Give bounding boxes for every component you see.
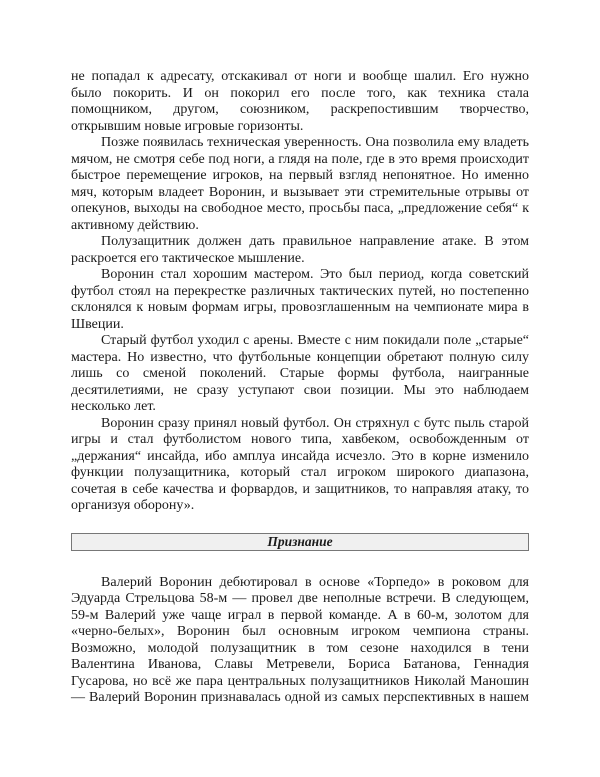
text-line: Воронин сразу принял новый футбол. Он стряхнул с бутс пыль старой — [101, 415, 529, 431]
paragraph — [71, 267, 529, 333]
text-line: не попадал к адресату, отскакивал от ноги и вообще шалил. Его нужно — [71, 69, 529, 84]
text-line: мастера. Но известно, что футбольные концепции обретают полную силу — [71, 349, 529, 365]
text-line: быстрое перемещение игроков, на первый взгляд непонятное. Но именно — [71, 168, 529, 183]
section-after-heading — [71, 575, 529, 707]
text-line: функции полузащитника, который стал игроком широкого диапазона, — [71, 465, 529, 480]
text-line: — Валерий Воронин признавалась одной из самых перспективных в нашем — [71, 690, 529, 705]
text-line: лишь со сменой поколений. Старые формы футбола, наигранные — [71, 366, 529, 381]
text-line: Швеции. — [71, 316, 124, 332]
text-line: десятилетиями, не сразу уступают свои позиции. Мы это наблюдаем — [71, 382, 529, 398]
text-line: «черно-белых», Воронин был основным игроком чемпиона страны. — [71, 624, 529, 639]
text-line: игры и стал футболистом нового типа, хавбеком, освобожденным от — [71, 432, 529, 447]
text-line: открывшим новые игровые горизонты. — [71, 118, 304, 134]
text-line: 59-м Валерий уже чаще играл в первой команде. А в 60-м, золотом для — [71, 607, 529, 623]
text-line: Полузащитник должен дать правильное направление атаке. В этом — [101, 234, 529, 249]
paragraph — [71, 135, 529, 234]
text-line: помощником, другом, союзником, раскрепостившим творчество, — [71, 102, 529, 117]
paragraph — [71, 234, 529, 267]
text-line: Гусарова, но всё же пара центральных полузащитников Николай Маношин — [71, 673, 529, 689]
text-line: мячом, не смотря себе под ноги, а глядя на поле, где в это время происходит — [71, 151, 529, 167]
text-line: Старый футбол уходил с арены. Вместе с ним покидали поле „старые“ — [101, 333, 529, 348]
text-line: Возможно, молодой полузащитник в том сезоне находился в тени — [71, 640, 529, 656]
text-line: Валерий Воронин дебютировал в основе «Торпедо» в роковом для — [101, 574, 529, 590]
text-line: организуя оборону». — [71, 498, 195, 513]
text-line: „держания“ инсайда, ибо амплуа инсайда исчезло. Это в корне изменило — [71, 448, 529, 464]
text-line: мяч, которым владеет Воронин, и вызывает эти стремительные отрывы от — [71, 184, 529, 200]
text-line: сочетая в себе качества и форвардов, и защитников, то направляя атаку, то — [71, 481, 529, 497]
section-heading: Признание — [71, 533, 529, 551]
text-line: несколько лет. — [71, 399, 156, 414]
text-line: было покорить. И он покорил его после того, как техника стала — [71, 85, 529, 101]
document-page — [71, 69, 529, 707]
text-line: Валентина Иванова, Славы Метревели, Бориса Батанова, Геннадия — [71, 657, 529, 672]
paragraph — [71, 333, 529, 416]
text-line: склонялся к новым формам игры, провозглашенным на чемпионате мира в — [71, 300, 529, 315]
section-before-heading — [71, 69, 529, 515]
paragraph — [71, 69, 529, 135]
paragraph — [71, 416, 529, 515]
text-line: Позже появилась техническая уверенность. Она позволила ему владеть — [101, 135, 529, 150]
text-line: активному действию. — [71, 217, 199, 233]
text-line: опекунов, выходы на свободное место, просьбы паса, „предложение себя“ к — [71, 201, 529, 216]
text-line: Эдуарда Стрельцова 58-м — провел две неполные встречи. В следующем, — [71, 591, 529, 606]
text-line: Воронин стал хорошим мастером. Это был период, когда советский — [101, 267, 529, 282]
text-line: футбол стоял на перекрестке различных тактических путей, но постепенно — [71, 283, 529, 299]
paragraph — [71, 575, 529, 707]
text-line: раскроется его тактическое мышление. — [71, 250, 305, 266]
